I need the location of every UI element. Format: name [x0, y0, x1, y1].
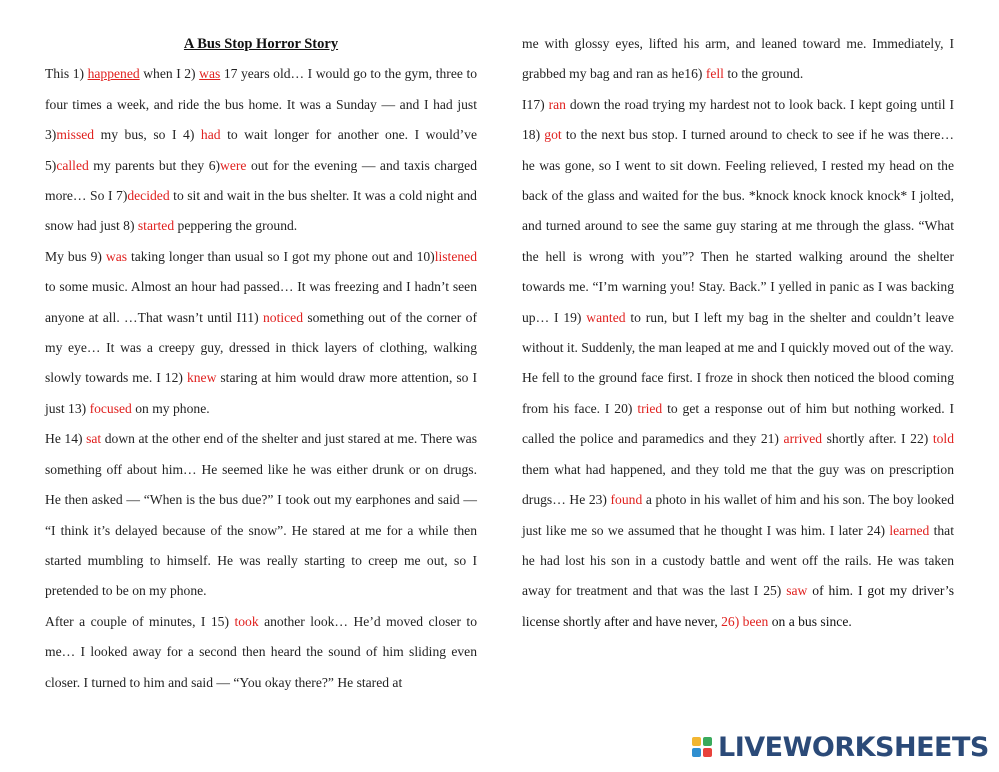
- answer-word: started: [137, 218, 175, 234]
- answer-word: had: [200, 127, 221, 143]
- story-text: on my phone.: [131, 400, 210, 416]
- story-text: to get a response out of him but nothing worked. I called the police and paramedics and they 21): [522, 400, 954, 447]
- story-paragraph: [45, 59, 477, 241]
- answer-word: took: [234, 613, 259, 629]
- logo-text: LIVEWORKSHEETS: [718, 731, 989, 763]
- answer-word: saw: [786, 583, 808, 599]
- answer-word: decided: [127, 188, 170, 204]
- story-column-left: [45, 29, 477, 698]
- answer-word: sat: [86, 431, 102, 447]
- liveworksheets-logo-icon: [692, 737, 712, 757]
- story-text: I17): [522, 96, 549, 112]
- answer-word: were: [220, 157, 247, 173]
- story-text: to the ground.: [723, 66, 804, 82]
- logo-square: [703, 748, 712, 757]
- story-paragraph: [45, 424, 477, 606]
- answer-word: knew: [186, 370, 217, 386]
- answer-word: fell: [705, 66, 724, 82]
- answer-word: ran: [548, 96, 566, 112]
- story-text: a photo in his wallet of him and his son. The boy looked just like me so we assumed that he thought I was him. I later 24): [522, 492, 955, 538]
- story-title: A Bus Stop Horror Story: [183, 36, 339, 52]
- story-text: taking longer than usual so I got my phone out and 10): [127, 248, 435, 264]
- logo-square: [692, 737, 701, 746]
- story-paragraph: [45, 242, 477, 424]
- story-text: down at the other end of the shelter and just stared at me. There was something off about him… He seemed like he was either drunk or on drugs. He then asked — “When is the bus due?” I took out my earphones and said — “I think it’s delayed because of the snow”. He stared at me for a while then started mumbling to himself. He was really starting to creep me out, so I pretended to be on my phone.: [45, 431, 477, 599]
- story-text: my bus, so I 4): [94, 127, 201, 143]
- story-text: to some music. Almost an hour had passed… It was freezing and I hadn’t seen anyone at all. …That wasn’t until I11): [45, 279, 477, 325]
- story-text: of him. I got my driver’s license shortly after and have never,: [522, 583, 954, 629]
- story-text: to sit and wait in the bus shelter. It was a cold night and snow had just 8): [45, 188, 477, 234]
- story-paragraph: [45, 607, 477, 698]
- story-text: to the next bus stop. I turned around to check to see if he was there… he was gone, so I went to sit down. Feeling relieved, I rested my head on the back of the glass and waited for the bus. *knock knock knock knock* I jolted, and turned around to see the same guy staring at me through the glass. “What the hell is wrong with you”? Then he started walking around the shelter towards me. “I’m warning you! Stay. Back.” I yelled in panic as I was backing up… I 19): [522, 127, 954, 325]
- logo-square: [703, 737, 712, 746]
- story-text: out for the evening — and taxis charged more… So I 7): [45, 157, 478, 204]
- answer-word: found: [610, 492, 643, 508]
- story-text: He 14): [45, 431, 87, 447]
- story-paragraph: [522, 363, 954, 637]
- story-text: something out of the corner of my eye… It was a creepy guy, dressed in thick layers of clothing, walking slowly towards me. I 12): [45, 309, 477, 386]
- answer-word: happened: [87, 66, 140, 82]
- answer-word: focused: [89, 400, 132, 416]
- story-text: staring at him would draw more attention, so I just 13): [45, 370, 477, 416]
- answer-word: called: [56, 157, 89, 173]
- answer-word: listened: [434, 248, 477, 264]
- answer-word: missed: [56, 127, 95, 143]
- story-text: 17 years old… I would go to the gym, three to four times a week, and ride the bus home. It was a Sunday — and I had just 3): [45, 66, 478, 143]
- logo-square: [692, 748, 701, 757]
- story-text: My bus 9): [45, 248, 106, 264]
- story-body-left: [45, 59, 477, 698]
- story-text: shortly after. I 22): [822, 431, 933, 447]
- story-text: down the road trying my hardest not to look back. I kept going until I 18): [522, 96, 955, 143]
- story-text: on a bus since.: [768, 613, 852, 629]
- story-text: After a couple of minutes, I 15): [45, 613, 235, 629]
- story-text: another look… He’d moved closer to me… I looked away for a second then heard the sound of him sliding even closer. I turned to him and said — “You okay there?” He stared at: [45, 613, 477, 690]
- story-text: that he had lost his son in a custody battle and went off the rails. He was taken away for treatment and that was the last I 25): [522, 522, 954, 599]
- story-text: to run, but I left my bag in the shelter and couldn’t leave without it. Suddenly, the man leaped at me and I quickly moved out of the way.: [522, 309, 954, 356]
- story-body-right: [522, 29, 954, 637]
- answer-word: got: [544, 127, 562, 143]
- answer-word: learned: [889, 522, 930, 538]
- answer-word: arrived: [783, 431, 823, 447]
- answer-word: was: [199, 66, 221, 82]
- story-text: them what had happened, and they told me that the guy was on prescription drugs… He 23): [522, 461, 954, 508]
- story-paragraph: [522, 29, 954, 90]
- story-paragraph: [522, 90, 954, 364]
- liveworksheets-logo: [692, 732, 989, 762]
- story-text: me with glossy eyes, lifted his arm, and leaned toward me. Immediately, I grabbed my bag and ran as he16): [522, 36, 954, 82]
- story-text: This 1): [45, 66, 88, 82]
- answer-word: 26) been: [721, 613, 769, 629]
- story-text: He fell to the ground face first. I froze in shock then noticed the blood coming from his face. I 20): [522, 370, 954, 416]
- story-text: when I 2): [139, 66, 200, 82]
- answer-word: told: [932, 431, 954, 447]
- answer-word: tried: [637, 400, 663, 416]
- answer-word: wanted: [586, 309, 626, 325]
- story-text: peppering the ground.: [174, 218, 298, 234]
- story-column-right: [522, 29, 954, 637]
- story-text: my parents but they 6): [88, 157, 221, 173]
- answer-word: noticed: [262, 309, 303, 325]
- answer-word: was: [105, 248, 128, 264]
- story-text: to wait longer for another one. I would’ve 5): [45, 127, 478, 173]
